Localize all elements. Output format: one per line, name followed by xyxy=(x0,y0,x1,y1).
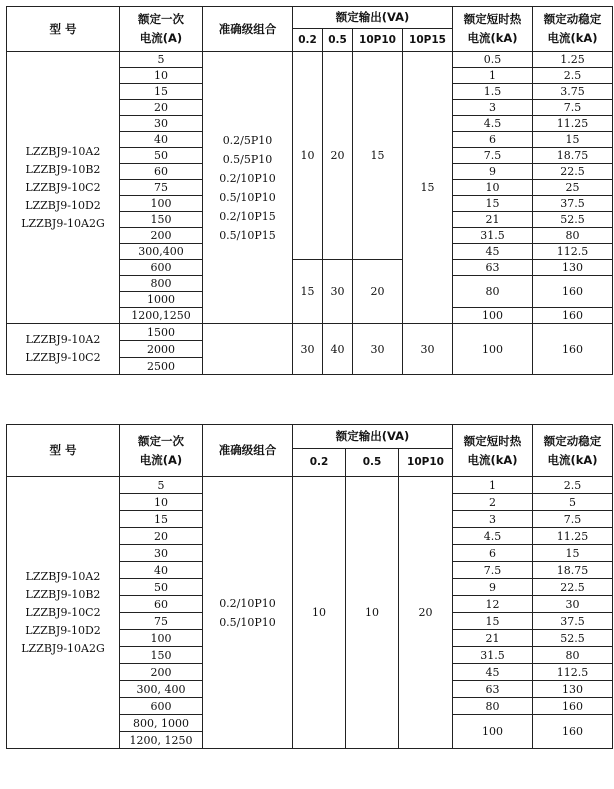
model-name: LZZBJ9-10D2 xyxy=(25,198,101,212)
current-cell: 20 xyxy=(120,528,203,545)
dynamic-cell: 52.5 xyxy=(533,212,613,228)
output-0-5-a: 20 xyxy=(323,52,353,260)
current-cell: 1000 xyxy=(120,292,203,308)
header-dynamic-current xyxy=(533,7,613,52)
current-cell: 300,400 xyxy=(120,244,203,260)
current-cell: 150 xyxy=(120,647,203,664)
current-cell: 50 xyxy=(120,579,203,596)
thermal-cell: 31.5 xyxy=(453,647,533,664)
accuracy-combo: 0.2/10P15 xyxy=(219,209,276,223)
thermal-cell: 45 xyxy=(453,244,533,260)
thermal-cell: 6 xyxy=(453,132,533,148)
thermal-cell: 45 xyxy=(453,664,533,681)
thermal-cell: 21 xyxy=(453,630,533,647)
thermal-cell: 6 xyxy=(453,545,533,562)
thermal-cell: 63 xyxy=(453,260,533,276)
current-cell: 800, 1000 xyxy=(120,715,203,732)
thermal-cell: 1.5 xyxy=(453,84,533,100)
current-cell: 10 xyxy=(120,68,203,84)
header-rated-output: 额定输出(VA) xyxy=(293,7,453,29)
output-0-2-b: 15 xyxy=(293,260,323,324)
thermal-cell: 4.5 xyxy=(453,528,533,545)
current-cell: 30 xyxy=(120,116,203,132)
thermal-cell: 21 xyxy=(453,212,533,228)
model-name: LZZBJ9-10A2 xyxy=(25,569,101,583)
current-cell: 20 xyxy=(120,100,203,116)
table2-output-0-2: 10 xyxy=(293,477,346,749)
current-cell: 5 xyxy=(120,477,203,494)
dynamic-cell: 22.5 xyxy=(533,164,613,180)
accuracy-combo: 0.2/10P10 xyxy=(219,596,276,610)
current-cell: 5 xyxy=(120,52,203,68)
current-cell: 40 xyxy=(120,562,203,579)
dynamic-cell: 160 xyxy=(533,698,613,715)
output-0-5-b: 30 xyxy=(323,260,353,324)
accuracy-combo: 0.5/10P10 xyxy=(219,615,276,629)
dynamic-cell: 11.25 xyxy=(533,116,613,132)
current-cell: 200 xyxy=(120,664,203,681)
table2-output-10p10: 20 xyxy=(399,477,453,749)
accuracy-combo: 0.5/10P10 xyxy=(219,190,276,204)
thermal-cell: 12 xyxy=(453,596,533,613)
group2-model-list xyxy=(7,324,120,375)
accuracy-combo: 0.5/5P10 xyxy=(222,152,273,166)
thermal-cell: 31.5 xyxy=(453,228,533,244)
group2-output-0-2: 30 xyxy=(293,324,323,375)
header-rated-current-line1: 额定一次 xyxy=(138,433,184,448)
current-cell: 2000 xyxy=(120,341,203,358)
current-cell: 200 xyxy=(120,228,203,244)
current-cell: 50 xyxy=(120,148,203,164)
dynamic-cell: 5 xyxy=(533,494,613,511)
dynamic-cell: 1.25 xyxy=(533,52,613,68)
header-model: 型 号 xyxy=(7,425,120,477)
model-name: LZZBJ9-10D2 xyxy=(25,623,101,637)
table2-accuracy-list xyxy=(203,477,293,749)
output-10p10-b: 20 xyxy=(353,260,403,324)
thermal-cell: 0.5 xyxy=(453,52,533,68)
current-cell: 75 xyxy=(120,180,203,196)
thermal-cell: 80 xyxy=(453,698,533,715)
dynamic-cell: 130 xyxy=(533,681,613,698)
current-cell: 15 xyxy=(120,84,203,100)
dynamic-cell: 160 xyxy=(533,308,613,324)
dynamic-cell: 15 xyxy=(533,132,613,148)
current-cell: 2500 xyxy=(120,358,203,375)
header-rated-current-line1: 额定一次 xyxy=(138,12,184,26)
dynamic-cell: 7.5 xyxy=(533,511,613,528)
group2-dynamic: 160 xyxy=(533,324,613,375)
thermal-cell: 100 xyxy=(453,715,533,749)
dynamic-cell: 112.5 xyxy=(533,664,613,681)
output-10p10-a: 15 xyxy=(353,52,403,260)
dynamic-cell: 25 xyxy=(533,180,613,196)
dynamic-cell: 80 xyxy=(533,228,613,244)
model-name: LZZBJ9-10A2 xyxy=(25,333,101,346)
header-rated-current xyxy=(120,425,203,477)
header-out-10p10: 10P10 xyxy=(353,29,403,52)
dynamic-cell: 52.5 xyxy=(533,630,613,647)
current-cell: 150 xyxy=(120,212,203,228)
current-cell: 60 xyxy=(120,596,203,613)
header-dynamic-line2: 电流(kA) xyxy=(547,452,598,467)
header-out-10p15: 10P15 xyxy=(403,29,453,52)
dynamic-cell: 22.5 xyxy=(533,579,613,596)
model-name: LZZBJ9-10C2 xyxy=(25,605,101,619)
dynamic-cell: 18.75 xyxy=(533,148,613,164)
header-thermal-line1: 额定短时热 xyxy=(463,433,522,448)
thermal-cell: 9 xyxy=(453,164,533,180)
model-name: LZZBJ9-10C2 xyxy=(25,351,101,364)
current-cell: 75 xyxy=(120,613,203,630)
current-cell: 800 xyxy=(120,276,203,292)
dynamic-cell: 3.75 xyxy=(533,84,613,100)
model-name: LZZBJ9-10B2 xyxy=(25,162,101,176)
accuracy-combo: 0.2/10P10 xyxy=(219,171,276,185)
table2-output-0-5: 10 xyxy=(346,477,399,749)
header-thermal-line2: 电流(kA) xyxy=(467,31,518,45)
dynamic-cell: 11.25 xyxy=(533,528,613,545)
current-cell: 300, 400 xyxy=(120,681,203,698)
ct-spec-table-2 xyxy=(6,424,613,749)
dynamic-cell: 37.5 xyxy=(533,613,613,630)
dynamic-cell: 160 xyxy=(533,276,613,308)
group2-accuracy-empty xyxy=(203,324,293,375)
header-model: 型 号 xyxy=(7,7,120,52)
thermal-cell: 80 xyxy=(453,276,533,308)
header-out-0-5: 0.5 xyxy=(323,29,353,52)
group1-model-list xyxy=(7,52,120,324)
current-cell: 15 xyxy=(120,511,203,528)
header-thermal-current xyxy=(453,7,533,52)
dynamic-cell: 130 xyxy=(533,260,613,276)
thermal-cell: 15 xyxy=(453,196,533,212)
header-out-10p10: 10P10 xyxy=(399,449,453,477)
dynamic-cell: 18.75 xyxy=(533,562,613,579)
thermal-cell: 7.5 xyxy=(453,148,533,164)
thermal-cell: 2 xyxy=(453,494,533,511)
current-cell: 10 xyxy=(120,494,203,511)
thermal-cell: 1 xyxy=(453,68,533,84)
thermal-cell: 3 xyxy=(453,511,533,528)
group2-output-10p10: 30 xyxy=(353,324,403,375)
dynamic-cell: 37.5 xyxy=(533,196,613,212)
dynamic-cell: 15 xyxy=(533,545,613,562)
current-cell: 1500 xyxy=(120,324,203,341)
group2-thermal: 100 xyxy=(453,324,533,375)
current-cell: 1200,1250 xyxy=(120,308,203,324)
header-thermal-line2: 电流(kA) xyxy=(467,452,518,467)
header-out-0-5: 0.5 xyxy=(346,449,399,477)
header-dynamic-line1: 额定动稳定 xyxy=(543,12,602,26)
thermal-cell: 15 xyxy=(453,613,533,630)
thermal-cell: 10 xyxy=(453,180,533,196)
dynamic-cell: 160 xyxy=(533,715,613,749)
model-name: LZZBJ9-10C2 xyxy=(25,180,101,194)
thermal-cell: 63 xyxy=(453,681,533,698)
thermal-cell: 1 xyxy=(453,477,533,494)
header-dynamic-current xyxy=(533,425,613,477)
current-cell: 60 xyxy=(120,164,203,180)
ct-spec-table-1 xyxy=(6,6,613,375)
dynamic-cell: 30 xyxy=(533,596,613,613)
accuracy-combo: 0.5/10P15 xyxy=(219,228,276,242)
model-name: LZZBJ9-10A2G xyxy=(21,216,105,230)
header-accuracy: 准确级组合 xyxy=(203,7,293,52)
header-rated-current xyxy=(120,7,203,52)
dynamic-cell: 2.5 xyxy=(533,477,613,494)
accuracy-combo: 0.2/5P10 xyxy=(222,133,273,147)
current-cell: 40 xyxy=(120,132,203,148)
current-cell: 100 xyxy=(120,196,203,212)
header-accuracy: 准确级组合 xyxy=(203,425,293,477)
dynamic-cell: 112.5 xyxy=(533,244,613,260)
current-cell: 600 xyxy=(120,260,203,276)
header-rated-current-line2: 电流(A) xyxy=(139,31,183,45)
current-cell: 600 xyxy=(120,698,203,715)
current-cell: 30 xyxy=(120,545,203,562)
output-10p15: 15 xyxy=(403,52,453,324)
header-thermal-current xyxy=(453,425,533,477)
output-0-2-a: 10 xyxy=(293,52,323,260)
current-cell: 1200, 1250 xyxy=(120,732,203,749)
header-thermal-line1: 额定短时热 xyxy=(463,12,522,26)
thermal-cell: 4.5 xyxy=(453,116,533,132)
header-out-0-2: 0.2 xyxy=(293,449,346,477)
header-rated-output: 额定输出(VA) xyxy=(293,425,453,449)
dynamic-cell: 7.5 xyxy=(533,100,613,116)
model-name: LZZBJ9-10A2 xyxy=(25,144,101,158)
table2-model-list xyxy=(7,477,120,749)
model-name: LZZBJ9-10B2 xyxy=(25,587,101,601)
header-out-0-2: 0.2 xyxy=(293,29,323,52)
thermal-cell: 7.5 xyxy=(453,562,533,579)
header-rated-current-line2: 电流(A) xyxy=(139,452,183,467)
dynamic-cell: 80 xyxy=(533,647,613,664)
thermal-cell: 9 xyxy=(453,579,533,596)
current-cell: 100 xyxy=(120,630,203,647)
thermal-cell: 3 xyxy=(453,100,533,116)
group2-output-0-5: 40 xyxy=(323,324,353,375)
group1-accuracy-list xyxy=(203,52,293,324)
model-name: LZZBJ9-10A2G xyxy=(21,641,105,655)
thermal-cell: 100 xyxy=(453,308,533,324)
header-dynamic-line2: 电流(kA) xyxy=(547,31,598,45)
header-dynamic-line1: 额定动稳定 xyxy=(543,433,602,448)
group2-output-10p15: 30 xyxy=(403,324,453,375)
dynamic-cell: 2.5 xyxy=(533,68,613,84)
